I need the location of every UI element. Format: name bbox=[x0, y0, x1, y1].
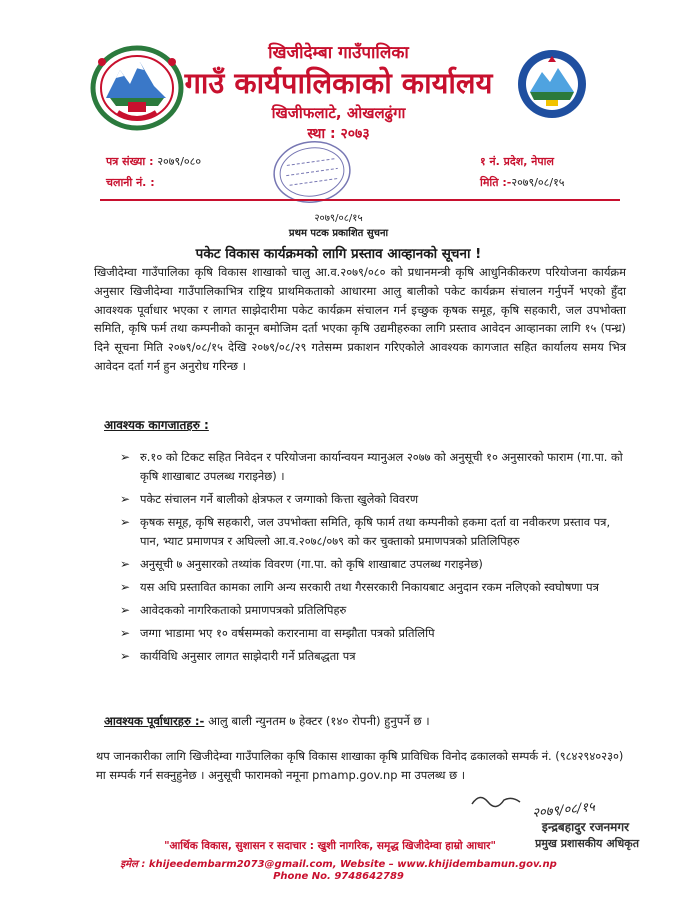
letter-number-value: २०७९/०८० bbox=[157, 155, 202, 168]
office-name: गाउँ कार्यपालिकाको कार्यालय bbox=[184, 66, 493, 100]
letter-date-value: २०७९/०८/१५ bbox=[511, 176, 565, 189]
required-documents-heading: आवश्यक कागजातहरु : bbox=[104, 418, 209, 432]
dispatch-number bbox=[106, 175, 155, 190]
list-item bbox=[120, 555, 630, 574]
signature-date: २०७९/०८/१५ bbox=[531, 799, 596, 822]
list-item-text: कृषक समूह, कृषि सहकारी, जल उपभोक्ता समिति, कृषि फार्म तथा कम्पनीको हकमा दर्ता वा नवीकरण प्रस्ताव पत्र, पान, भ्याट प्रमाणपत्र र अघिल्लो आ.व.२०७८/०७९ को कर चुक्ताको प्रमाणपत्रको प्रतिलिपिहरु bbox=[140, 515, 611, 548]
dispatch-number-label: चलानी नं. : bbox=[106, 176, 155, 189]
website-link[interactable]: www.khijidembamun.gov.np bbox=[397, 859, 557, 870]
signatory-post: प्रमुख प्रशासकीय अधिकृत bbox=[535, 837, 639, 850]
municipality-name: खिजीदेम्बा गाउँपालिका bbox=[268, 43, 409, 63]
notice-title: पकेट विकास कार्यक्रमको लागि प्रस्ताव आव्हानको सूचना ! bbox=[195, 246, 482, 262]
infrastructure-label: आवश्यक पूर्वाधारहरु :- bbox=[104, 714, 205, 728]
arrow-bullet-icon: ➢ bbox=[120, 649, 131, 663]
list-item-text: यस अघि प्रस्तावित कामका लागि अन्य सरकारी तथा गैरसरकारी निकायबाट अनुदान रकम नलिएको स्वघोषणा पत्र bbox=[140, 580, 599, 594]
list-item-text: आवेदकको नागरिकताको प्रमाणपत्रको प्रतिलिपिहरु bbox=[140, 603, 347, 617]
email-link[interactable]: khijeedembarm2073@gmail.com, bbox=[148, 859, 337, 870]
footer-contact-line bbox=[0, 856, 677, 870]
arrow-bullet-icon: ➢ bbox=[120, 515, 131, 529]
office-location: खिजीफलाटे, ओखलढुंगा bbox=[271, 104, 406, 122]
notice-subheading: प्रथम पटक प्रकाशित सुचना bbox=[288, 228, 389, 239]
list-item bbox=[120, 601, 630, 620]
list-item bbox=[120, 490, 630, 509]
list-item-text: कार्यविधि अनुसार लागत साझेदारी गर्ने प्रतिबद्धता पत्र bbox=[140, 649, 356, 663]
footer-phone: Phone No. 9748642789 bbox=[273, 871, 404, 882]
arrow-bullet-icon: ➢ bbox=[120, 603, 131, 617]
arrow-bullet-icon: ➢ bbox=[120, 580, 131, 594]
list-item bbox=[120, 513, 630, 551]
letter-number bbox=[106, 154, 201, 169]
notice-body: खिजीदेम्वा गाउँपालिका कृषि विकास शाखाको चालु आ.व.२०७९/०८० को प्रधानमन्त्री कृषि आधुनिकीकरण परियोजना कार्यक्रम अनुसार खिजीदेम्वा गाउँपालिकाभित्र राष्ट्रिय प्राथमिकताको आधारमा आलु बालीको पकेट कार्यक्रम संचालन गर्नुपर्ने भएकाे हुँदा आवश्यक पूर्वाधार भएका र लागत साझेदारीमा पकेट कार्यक्रम संचालन गर्न इच्छुक कृषक समूह, कृषि सहकारी, जल उपभोक्ता समिति, कृषि फर्म तथा कम्पनीको कानून बमोजिम दर्ता भएका कृषि उद्यमीहरुका लागि प्रस्ताव आवेदन आव्हानका लागि १५ (पन्ध्र) दिने सूचना मिति २०७९/०८/१५ देखि २०७९/०८/२९ गतेसम्म प्रकाशन गरिएकोले आवश्यक कागजात सहित कार्यालय समय भित्र आवेदन दर्ता गर्न हुन अनुरोध गरिन्छ । bbox=[94, 265, 626, 373]
list-item bbox=[120, 578, 630, 597]
arrow-bullet-icon: ➢ bbox=[120, 626, 131, 640]
header-divider bbox=[100, 199, 620, 201]
list-item-text: रु.१० को टिकट सहित निवेदन र परियोजना कार्यान्वयन म्यानुअल २०७७ को अनुसूची १० अनुसारको फाराम (गा.पा. को कृषि शाखाबाट उपलब्ध गराइनेछ) । bbox=[140, 450, 623, 483]
letter-number-label: पत्र संख्या : bbox=[106, 155, 154, 168]
province: १ नं. प्रदेश, नेपाल bbox=[480, 155, 554, 168]
arrow-bullet-icon: ➢ bbox=[120, 492, 131, 506]
arrow-bullet-icon: ➢ bbox=[120, 450, 131, 464]
established-year: स्था : २०७३ bbox=[307, 126, 370, 142]
notice-date: २०७९/०८/१५ bbox=[314, 213, 363, 224]
list-item-text: जग्गा भाडामा भए १० वर्षसम्मको करारनामा वा सम्झौता पत्रको प्रतिलिपि bbox=[140, 626, 435, 640]
signature-scribble bbox=[470, 790, 530, 810]
list-item bbox=[120, 647, 630, 666]
list-item-text: अनुसूची ७ अनुसारको तथ्यांक विवरण (गा.पा. को कृषि शाखाबाट उपलब्ध गराइनेछ) bbox=[140, 557, 483, 571]
infrastructure-text: आलु बाली न्युनतम ७ हेक्टर (१४० रोपनी) हुनुपर्ने छ । bbox=[208, 714, 430, 728]
list-item-text: पकेट संचालन गर्ने बालीको क्षेत्रफल र जग्गाको कित्ता खुलेको विवरण bbox=[140, 492, 419, 506]
infrastructure-requirement bbox=[104, 714, 430, 729]
letter-date-label: मिति :- bbox=[480, 176, 512, 189]
list-item bbox=[120, 448, 630, 486]
arrow-bullet-icon: ➢ bbox=[120, 557, 131, 571]
website-label: Website – bbox=[340, 859, 394, 870]
required-documents-list bbox=[120, 448, 630, 670]
signatory-name: इन्द्रबहादुर रजनमगर bbox=[541, 820, 629, 834]
letter-date bbox=[480, 175, 565, 190]
footer-motto: "आर्थिक विकास, सुशासन र सदाचार : खुशी नागरिक, समृद्ध खिजीदेम्वा हाम्रो आधार" bbox=[164, 840, 496, 852]
contact-paragraph: थप जानकारीका लागि खिजीदेम्वा गाउँपालिका कृषि विकास शाखाका कृषि प्राविधिक विनोद ढकालको सम्पर्क नं. (९८४२९४०२३०) मा सम्पर्क गर्न सक्नुहुनेछ । अनुसूची फारामको नमूना pmamp.gov.np मा उपलब्ध छ । bbox=[96, 749, 624, 782]
email-label: इमेल : bbox=[120, 859, 146, 870]
list-item bbox=[120, 624, 630, 643]
